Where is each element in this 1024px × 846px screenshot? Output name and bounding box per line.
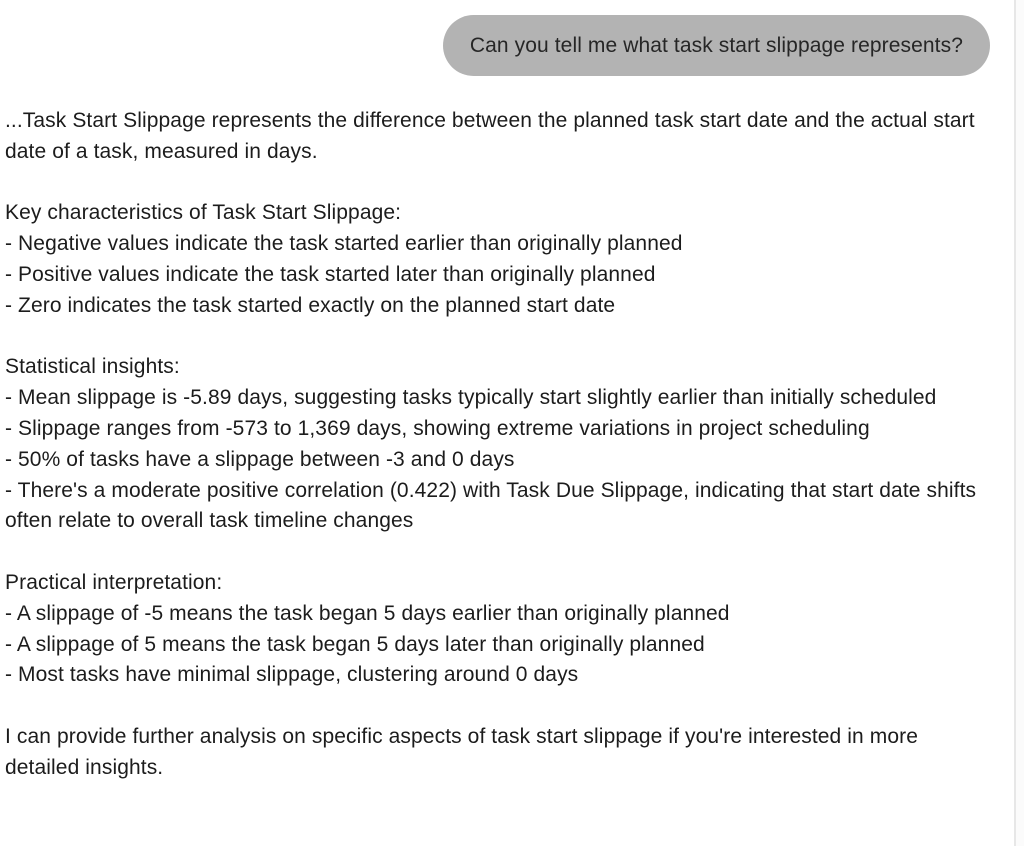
assistant-text-line: - Positive values indicate the task started later than originally planned [5, 262, 656, 286]
user-message-row [0, 0, 1024, 76]
assistant-message [0, 106, 990, 784]
assistant-text-line: - Zero indicates the task started exactly on the planned start date [5, 293, 616, 317]
assistant-text-line: - 50% of tasks have a slippage between -3 and 0 days [5, 447, 515, 471]
scrollbar-track[interactable] [1014, 0, 1016, 846]
assistant-text-line: - Most tasks have minimal slippage, clustering around 0 days [5, 663, 579, 687]
assistant-text-block [5, 106, 990, 168]
assistant-text-line: ...Task Start Slippage represents the difference between the planned task start date and the actual start date of a task, measured in days. [5, 109, 975, 163]
assistant-text-line: Key characteristics of Task Start Slippage: [5, 201, 402, 225]
assistant-text-line: - Slippage ranges from -573 to 1,369 days, showing extreme variations in project scheduling [5, 416, 870, 440]
assistant-text-line: - Negative values indicate the task started earlier than originally planned [5, 232, 683, 256]
assistant-text-line: Statistical insights: [5, 355, 180, 379]
assistant-text-block [5, 722, 990, 784]
assistant-text-line: - Mean slippage is -5.89 days, suggesting tasks typically start slightly earlier than initially scheduled [5, 386, 937, 410]
assistant-text-line: - A slippage of 5 means the task began 5 days later than originally planned [5, 632, 705, 656]
assistant-text-block [5, 568, 990, 691]
assistant-text-block [5, 352, 990, 537]
user-message-bubble [443, 15, 990, 76]
user-message-text: Can you tell me what task start slippage represents? [469, 34, 963, 57]
assistant-text-line: I can provide further analysis on specific aspects of task start slippage if you're interested in more detailed insights. [5, 724, 918, 779]
assistant-text-line: Practical interpretation: [5, 570, 223, 594]
assistant-text-line: - A slippage of -5 means the task began 5 days earlier than originally planned [5, 601, 730, 625]
assistant-text-block [5, 198, 990, 321]
scroll-gutter [1016, 0, 1024, 846]
assistant-text-line: - There's a moderate positive correlation (0.422) with Task Due Slippage, indicating that start date shifts often relate to overall task timeline changes [5, 478, 977, 533]
